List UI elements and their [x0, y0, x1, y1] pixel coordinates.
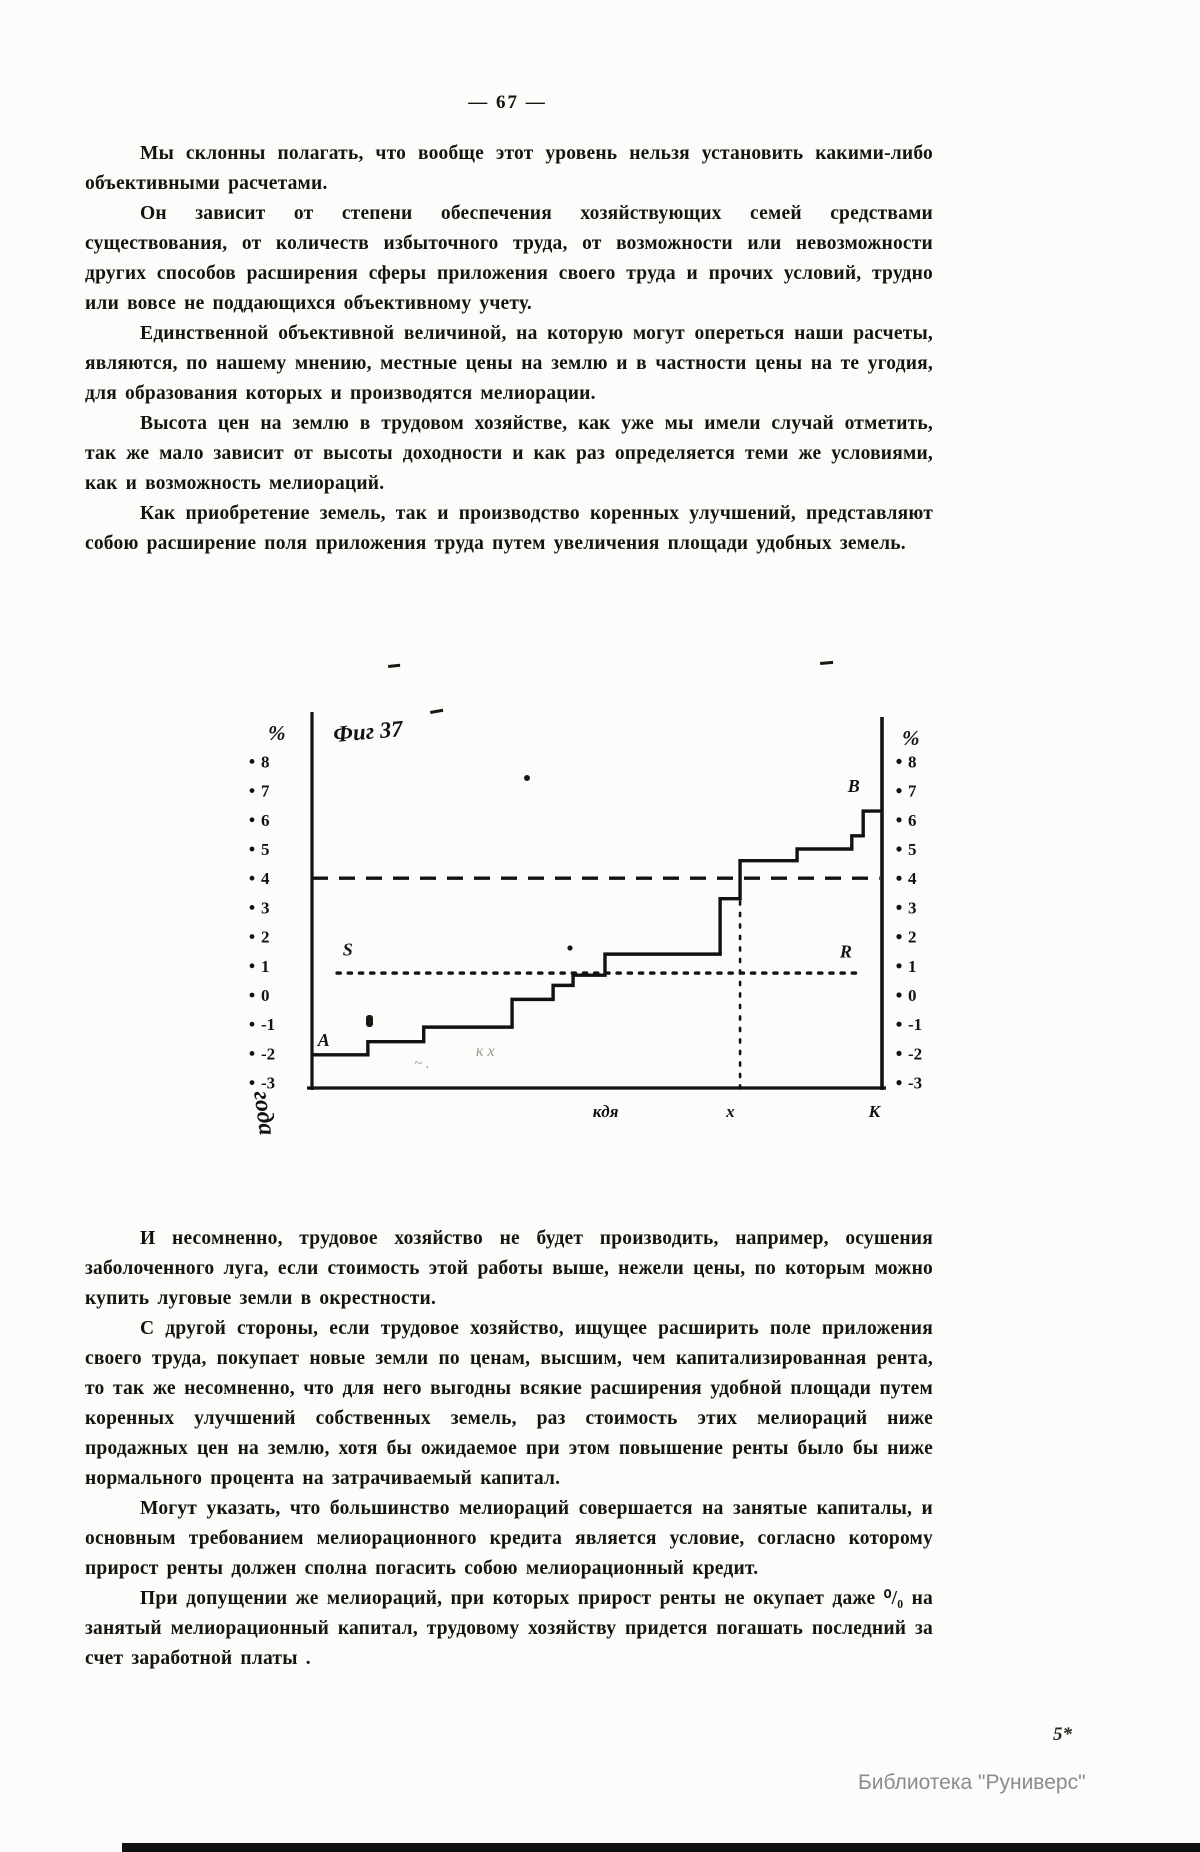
svg-text:4: 4: [908, 869, 917, 889]
svg-text:-2: -2: [261, 1044, 276, 1064]
svg-text:-1: -1: [261, 1015, 276, 1035]
signature-mark: 5*: [1053, 1724, 1072, 1745]
svg-text:года: года: [248, 1089, 280, 1137]
svg-text:2: 2: [908, 927, 917, 947]
svg-text:к х: к х: [476, 1043, 495, 1060]
svg-text:B: B: [847, 776, 860, 797]
paragraph: С другой стороны, если трудовое хозяйство, ищущее расширить поле приложения своего труда, покупает новые земли по ценам, высшим, чем капитализированная рента, то так же несомненно, что для него выгодны всякие расширения удобной площади путем коренных улучшений собственных земель, раз стоимость этих мелиораций ниже продажных цен на землю, хотя бы ожидаемое при этом повышение ренты было бы ниже нормального процента на затрачиваемый капитал.: [85, 1318, 933, 1489]
svg-text:К: К: [868, 1102, 881, 1121]
scan-edge-bar: [122, 1843, 1200, 1852]
lower-text-block: [85, 1224, 933, 1674]
svg-text:кдя: кдя: [592, 1102, 619, 1121]
page-number: — 67 —: [468, 92, 547, 113]
svg-text:8: 8: [261, 752, 270, 772]
paragraph: При допущении же мелиораций, при которых прирост ренты не окупает даже ⁰/₀ на занятый мелиорационный капитал, трудовому хозяйству придется погашать последний за счет заработной платы .: [85, 1588, 933, 1669]
svg-text:3: 3: [908, 898, 917, 918]
svg-text:~ .: ~ .: [414, 1056, 430, 1072]
svg-text:7: 7: [261, 781, 270, 801]
paragraph: Единственной объективной величиной, на которую могут опереться наши расчеты, являются, по нашему мнению, местные цены на землю и в частности цены на те угодия, для образования которых и производятся мелиорации.: [85, 323, 933, 404]
svg-text:-3: -3: [261, 1073, 276, 1093]
upper-text-block: [85, 139, 933, 559]
svg-text:0: 0: [261, 986, 270, 1005]
paragraph: Могут указать, что большинство мелиораций совершается на занятые капиталы, и основным требованием мелиорационного кредита является условие, согласно которому прирост ренты должен сполна погасить собою мелиорационный кредит.: [85, 1498, 933, 1579]
svg-text:-1: -1: [908, 1015, 923, 1035]
svg-text:5: 5: [261, 840, 270, 859]
svg-text:%: %: [268, 721, 286, 745]
svg-text:S: S: [342, 939, 353, 960]
svg-text:%: %: [902, 726, 920, 750]
svg-text:2: 2: [261, 927, 270, 947]
paragraph: Он зависит от степени обеспечения хозяйствующих семей средствами существования, от количеств избыточного труда, от возможности или невозможности других способов расширения сферы приложения своего труда и прочих условий, трудно или вовсе не поддающихся объективному учету.: [85, 203, 933, 314]
svg-text:8: 8: [908, 752, 917, 772]
paragraph: Как приобретение земель, так и производство коренных улучшений, представляют собою расширение поля приложения труда путем увеличения площади удобных земель.: [85, 503, 933, 554]
paragraph: Высота цен на землю в трудовом хозяйстве, как уже мы имели случай отметить, так же мало зависит от высоты доходности и как раз определяется теми же условиями, как и возможность мелиораций.: [85, 413, 933, 494]
svg-text:3: 3: [261, 898, 270, 918]
svg-text:4: 4: [261, 869, 270, 889]
svg-text:х: х: [726, 1102, 735, 1121]
svg-text:6: 6: [908, 810, 917, 830]
svg-text:1: 1: [261, 956, 270, 976]
svg-text:5: 5: [908, 840, 917, 859]
svg-text:-2: -2: [908, 1044, 923, 1064]
svg-text:6: 6: [261, 810, 270, 830]
paragraph: И несомненно, трудовое хозяйство не будет производить, например, осушения заболоченного луга, если стоимость этой работы выше, нежели цены, по которым можно купить луговые земли в окрестности.: [85, 1228, 933, 1309]
svg-text:7: 7: [908, 781, 917, 801]
paragraph: Мы склонны полагать, что вообще этот уровень нельзя установить какими-либо объективными расчетами.: [85, 143, 933, 194]
svg-text:0: 0: [908, 986, 917, 1005]
figure-37-chart: [230, 588, 1000, 1188]
svg-text:R: R: [839, 941, 852, 962]
svg-text:1: 1: [908, 956, 917, 976]
svg-text:-3: -3: [908, 1073, 923, 1093]
library-watermark: Библиотека "Руниверс": [858, 1771, 1086, 1794]
svg-text:Фиг 37: Фиг 37: [332, 716, 404, 747]
svg-text:A: A: [317, 1030, 330, 1051]
